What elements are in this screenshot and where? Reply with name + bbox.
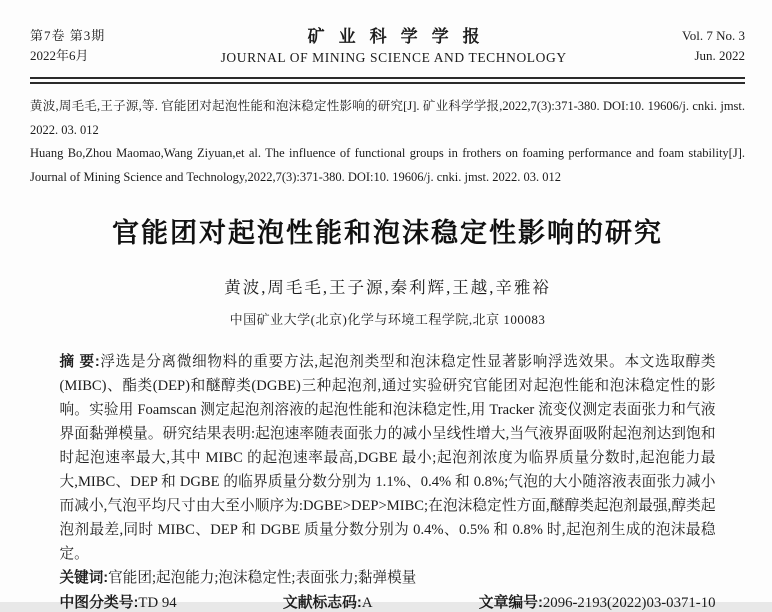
article-title: 官能团对起泡性能和泡沫稳定性影响的研究 [112,218,663,248]
article-id [479,591,716,612]
masthead [30,26,745,68]
keywords-text: 官能团;起泡能力;泡沫稳定性;表面张力;黏弹模量 [108,570,417,586]
clc-number [60,591,177,612]
keywords-label: 关键词: [59,570,109,586]
journal-title-en: JOURNAL OF MINING SCIENCE AND TECHNOLOGY [220,50,567,65]
article-id-label: 文章编号: [478,595,543,611]
masthead-left [30,26,105,66]
keywords-line [60,566,716,590]
masthead-double-rule [30,77,745,84]
doc-code [283,591,373,612]
article-id-value: 2096-2193(2022)03-0371-10 [542,595,716,611]
affiliation: 中国矿业大学(北京)化学与环境工程学院,北京 100083 [229,312,546,327]
date-en: Jun. 2022 [694,48,745,63]
masthead-center [105,26,682,68]
abstract-label: 摘 要: [59,354,100,370]
journal-title-cn: 矿业科学学报 [307,27,494,46]
abstract-text: 浮选是分离微细物料的重要方法,起泡剂类型和泡沫稳定性显著影响浮选效果。本文选取醇类(MIBC)、酯类(DEP)和醚醇类(DGBE)三种起泡剂,通过实验研究官能团对起泡性能和泡沫稳定性的影响。实验用 Foamscan 测定起泡剂溶液的起泡性能和泡沫稳定性,用 Tracker 流变仪测定表面张力和气液界面黏弹模量。研究结果表明:起泡速率随表面张力的减小呈线性增大,当气液界面吸附起泡剂达到饱和时起泡速率最大,其中 MIBC 的起泡速率最高,DGBE 最小;起泡剂浓度为临界质量分数时,起泡能力最大,MIBC、DEP 和 DGBE 的临界质量分数分别为 1.1%、0.4% 和 0.8%;气泡的大小随溶液表面张力减小而减小,气泡平均尺寸由大至小顺序为:DGBE>DEP>MIBC;在泡沫稳定性方面,醚醇类起泡剂最强,醇类起泡剂最差,同时 MIBC、DEP 和 DGBE 质量分数分别为 0.4%、0.5% 和 0.8% 时,起泡剂生成的泡沫最稳定。 [59,354,716,562]
citation-cn: 黄波,周毛毛,王子源,等. 官能团对起泡性能和泡沫稳定性影响的研究[J]. 矿业科学学报,2022,7(3):371-380. DOI:10. 19606/j. cnki. jmst. 2022. 03. 012 [30,99,745,137]
doc-code-value: A [361,595,373,611]
clc-value: TD 94 [138,595,177,611]
volume-issue-cn: 第7卷 第3期 [30,28,106,43]
citation-block [30,95,745,189]
citation-en: Huang Bo,Zhou Maomao,Wang Ziyuan,et al. The influence of functional groups in frothers on foaming performance and foam stability[J]. Journal of Mining Science and Technology,2022,7(3):371-380. DOI:10. 19606/j. cnki. jmst. 2022. 03. 012 [30,146,745,184]
meta-line [60,591,716,612]
abstract-block [60,350,716,590]
author-list: 黄波,周毛毛,王子源,秦利辉,王越,辛雅裕 [224,278,551,297]
masthead-right [682,26,745,66]
clc-label: 中图分类号: [59,595,139,611]
volume-issue-en: Vol. 7 No. 3 [682,28,745,43]
doc-code-label: 文献标志码: [282,595,362,611]
date-cn: 2022年6月 [30,48,89,63]
